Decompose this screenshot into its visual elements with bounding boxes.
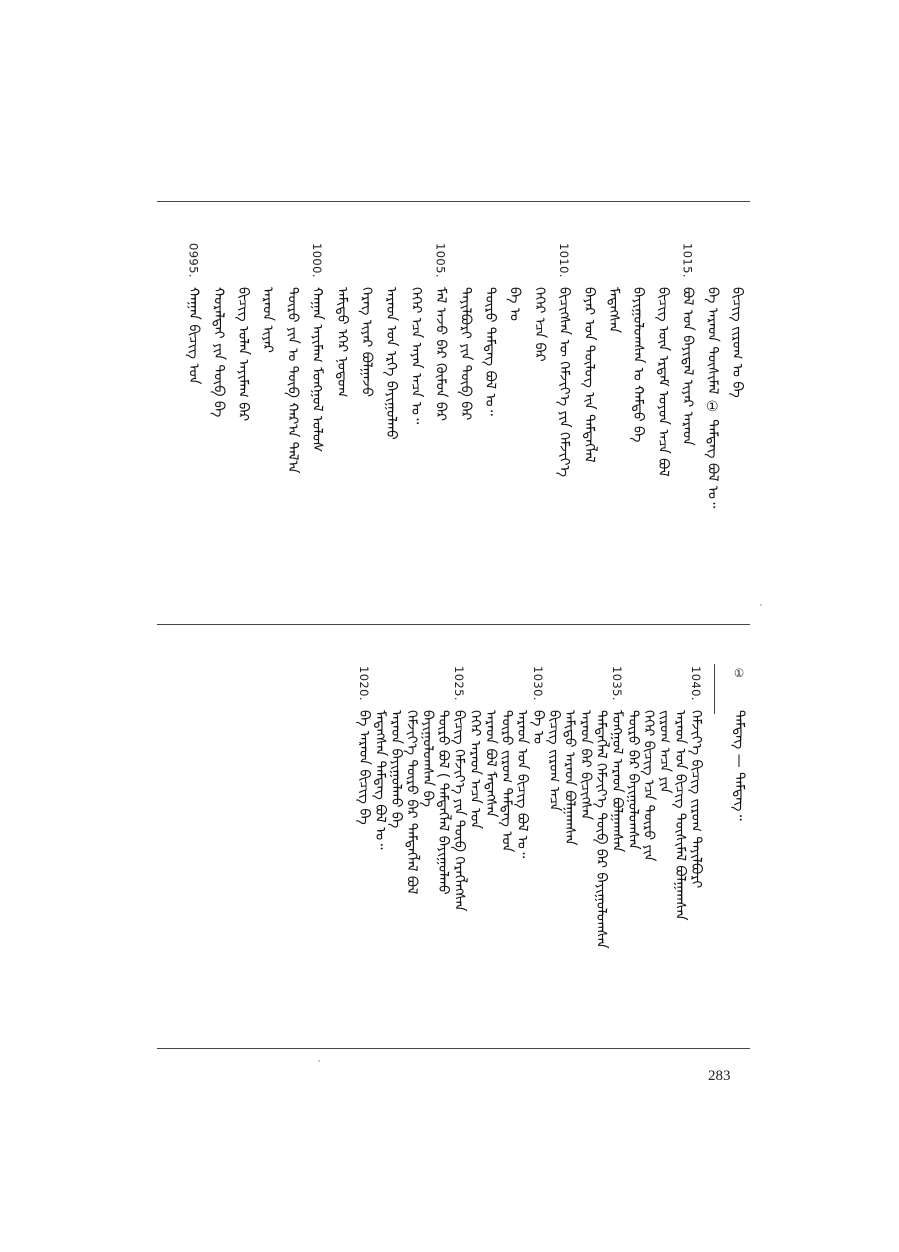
verse-text: ᠪᠢᠴᠢᠭ ᠵᠢᠷᠤᠭ ᠠᠴᠠ [545,710,562,812]
top-rule [157,201,750,202]
verse-text: ᠬᠠᠭᠠᠨ ᠪᠢᠴᠢᠭ ᠤᠨ [185,287,202,385]
lower-text-section [157,666,750,1036]
verse-text: ᠠᠷᠠᠳ ᠤᠨ ᠡᠷᠬᠡ ᠪᠠᠶᠢᠭᠤᠯᠬᠤ [383,287,400,440]
verse-text: ᠬᠠᠭᠠᠨ ᠠᠶᠢᠮᠠᠭ ᠮᠣᠩᠭᠣᠯ ᠤᠯᠤᠰ [309,287,326,453]
footnote-marker: ① [732,666,746,681]
line-number: 0995. [186,243,201,278]
text-line [232,243,254,613]
verse-text: ᠬᠡᠭᠡᠷ ᠪᠢᠴᠢᠭ ᠡᠴᠡ ᠲᠦᠷᠦ ᠶᠢᠨ [640,710,657,862]
text-line [627,243,649,613]
verse-text: ᠠᠷᠠᠳ ᠪᠣᠯ ᠮᠡᠳᠡᠭᠰᠡᠨ [482,710,499,818]
page-number: 283 [708,1068,731,1084]
verse-text: ᠪᠠᠶᠢᠭᠤᠯᠤᠭᠰᠠᠨ ᠤ ᠬᠠᠮᠲᠤ ᠪᠠ [630,287,647,443]
upper-text-section [157,243,750,613]
text-line [603,243,625,613]
text-line [479,243,501,613]
verse-text: ᠬᠡᠭᠡᠷ ᠡᠴᠡ ᠠᠶᠠᠨ ᠠᠴᠠ ᠤ᠃ [407,287,424,425]
verse-text: ᠪᠠ ᠠᠷᠠᠳ ᠪᠢᠴᠢᠭ ᠪᠠ [356,710,373,825]
verse-text: ᠲᠦᠷᠦ ᠶᠢᠨ ᠣ ᠲᠥᠪ ᠬᠠᠷ᠎ᠠ ᠲᠠᠯ᠎ᠠ [284,287,301,474]
verse-text: ᠠᠷᠠᠳ ᠢᠶᠠᠷ [259,287,276,353]
footnote-text: ᠲᠡᠮᠳᠡᠭ — ᠲᠡᠮᠳᠡᠭ᠃ [731,710,747,821]
verse-text: ᠠᠮᠢᠳᠤ ᠡᠭᠡᠷ ᠨᠤᠲᠤᠭ [333,287,350,398]
line-number: 1010. [557,243,572,278]
verse-text: ᠪᠠ ᠤ [530,710,546,744]
verse-text: ᠲᠠᠶᠢᠯᠪᠤᠷᠢ ᠶᠢᠨ ᠲᠥᠪ ᠪᠠᠷ [457,287,474,421]
verse-text: ᠠᠷᠠᠳ ᠤᠨ ᠪᠢᠴᠢᠭ ᠪᠣᠯ ᠤ᠃ [514,710,531,859]
verse-text: ᠲᠦᠷᠦ ᠲᠡᠮᠳᠡᠭ ᠪᠣᠯ ᠤ᠃ [482,287,498,416]
verse-text: ᠪᠣᠯ ᠤᠨ ᠪᠠᠶᠢᠳᠠᠯ ᠢᠶᠠᠷ ᠠᠷᠠᠳ [679,287,696,446]
text-line [183,243,205,613]
text-line [331,243,353,613]
text-line [578,243,600,613]
text-line [380,243,402,613]
verse-text: ᠲᠦᠷᠦ ᠵᠢᠷᠤᠭ ᠲᠡᠮᠳᠡᠭ ᠤᠨ [498,710,515,853]
line-number: 1005. [433,243,448,278]
verse-text: ᠪᠢᠴᠢᠭ ᠣᠯᠠᠨ ᠠᠶᠢᠮᠠᠭ ᠪᠠᠷ [235,287,251,422]
verse-text: ᠪᠢᠴᠢᠭ ᠵᠢᠷᠤᠭ ᠣ ᠪᠠ [729,287,745,398]
verse-text: ᠲᠡᠮᠳᠡᠭᠯᠡᠯ ᠬᠡᠮᠵᠢᠶ᠎ᠡ ᠲᠥᠪ ᠪᠠᠷ ᠪᠠᠶᠢᠭᠤᠯᠤᠭᠰᠠᠨ [593,710,610,949]
verse-text: ᠠᠷᠠᠳ ᠤᠨ ᠪᠢᠴᠢᠭ ᠲᠦᠰᠢᠮᠡᠯ ᠪᠣᠯᠭᠠᠭᠰᠠᠨ [672,710,689,921]
text-line [430,243,452,613]
text-line [652,243,674,613]
verse-text: ᠪᠢᠴᠢᠭ ᠦᠨ ᠡᠷᠳᠡᠮ ᠣᠶᠤᠨ ᠠᠴᠠ ᠪᠣᠯ [654,287,671,477]
verse-text: ᠠᠷᠠᠳ ᠪᠠᠶᠢᠭᠤᠯᠬᠤ ᠪᠠ [387,710,404,829]
text-line [528,243,550,613]
line-number: 1000. [310,243,325,278]
verse-text: ᠠᠷᠠᠳ ᠪᠠᠷ ᠪᠢᠴᠢᠭᠰᠡᠨ [577,710,594,821]
verse-text: ᠬᠡᠭᠡᠷ ᠡᠴᠡ ᠪᠠᠷ [531,287,548,362]
text-line [701,243,723,613]
verse-text: ᠬᠡᠭᠡᠷ ᠠᠷᠠᠳ ᠠᠴᠠ ᠤᠨ [466,710,483,830]
verse-text: ᠲᠦᠷᠦ ᠪᠠᠷ ᠪᠠᠶᠢᠭᠤᠯᠤᠭᠰᠠᠨ [624,710,641,850]
middle-rule [157,624,750,625]
verse-text: ᠲᠦᠷᠦ ᠪᠣᠯ ( ᠲᠡᠮᠳᠡᠭᠯᠡᠯ ᠪᠠᠶᠢᠭᠤᠯᠬᠤ [435,710,452,895]
footnote [728,666,750,1036]
text-line [356,243,378,613]
text-line [353,666,375,1036]
text-line [454,243,476,613]
verse-text: ᠪᠠ ᠠᠷᠠᠳ ᠲᠦᠰᠢᠮᠡᠯ ① ᠲᠡᠮᠳᠡᠭ ᠪᠣᠯ ᠤ᠃ [704,287,721,509]
line-number: 1020. [357,666,372,701]
line-number: 1015. [680,243,695,278]
line-number: 1040. [689,666,703,701]
bottom-rule [157,1048,750,1049]
text-line [405,243,427,613]
verse-text: ᠪᠢᠴᠢᠭ ᠬᠡᠮᠵᠢᠶ᠎ᠡ ᠶᠢᠨ ᠲᠥᠪ ᠬᠡᠷᠡᠭᠯᠡᠭᠰᠡᠨ [451,710,467,912]
verse-text: ᠬᠡᠮᠵᠢᠶ᠎ᠡ ᠪᠢᠴᠢᠭ ᠵᠢᠷᠤᠭ ᠲᠠᠶᠢᠯᠪᠤᠷᠢ [688,710,704,889]
scan-speck [760,604,762,606]
verse-text: ᠬᠤᠷᠠᠯᠳᠠᠢ ᠶᠢᠨ ᠲᠥᠪ ᠪᠠ [210,287,227,418]
verse-text: ᠵᠢᠷᠤᠭ ᠠᠴᠠ ᠶᠢᠨ [656,710,673,794]
verse-text: ᠬᠡᠷᠡᠭ ᠢᠶᠡᠷ ᠪᠣᠯᠭᠠᠵᠤ [358,287,375,397]
text-line [306,243,328,613]
verse-text: ᠮᠡᠳᠡᠭᠰᠡᠨ [605,287,622,334]
verse-text: ᠮᠠᠯ ᠠᠵᠤ ᠪᠠᠷ ᠬᠦᠮᠦᠨ ᠪᠠᠷ [432,287,449,422]
verse-text: ᠮᠣᠩᠭᠣᠯ ᠠᠷᠠᠳ ᠪᠣᠯᠭᠠᠭᠰᠠᠨ [609,710,625,853]
text-line [207,243,229,613]
verse-text: ᠠᠮᠢᠳᠤ ᠠᠷᠠᠳ ᠪᠣᠯᠭᠠᠭᠰᠠᠨ [561,710,578,846]
text-line [553,243,575,613]
verse-text: ᠪᠢᠴᠢᠭᠰᠡᠨ ᠦ ᠬᠡᠮᠵᠢᠶ᠎ᠡ ᠶᠢᠨ ᠬᠡᠮᠵᠢᠶ᠎ᠡ [556,287,573,478]
text-line [281,243,303,613]
line-number: 1030. [531,666,545,701]
verse-text: ᠬᠡᠮᠵᠢᠶ᠎ᠡ ᠲᠦᠷᠦ ᠪᠠᠷ ᠲᠡᠮᠳᠡᠭᠯᠡᠯ ᠪᠣᠯ [403,710,420,895]
verse-text: ᠮᠡᠳᠡᠭᠰᠡᠨ ᠲᠡᠮᠳᠡᠭ ᠪᠣᠯ ᠤ᠃ [372,710,388,850]
footnote-separator [714,664,715,714]
line-number: 1035. [610,666,624,701]
verse-text: ᠪᠠᠶᠠᠷ ᠤᠨ ᠲᠥᠯᠦᠭ ᠢᠨ ᠲᠡᠮᠳᠡᠭᠯᠡᠯ [580,287,597,463]
scan-speck [318,1060,320,1062]
text-line [504,243,526,613]
text-line [677,243,699,613]
text-line [257,243,279,613]
verse-text: ᠪᠠᠶᠢᠭᠤᠯᠤᠭᠰᠠᠨ ᠪᠠ [419,710,436,808]
line-number: 1025. [452,666,466,701]
verse-text: ᠪᠠ ᠤ [506,287,523,321]
text-line [726,243,748,613]
